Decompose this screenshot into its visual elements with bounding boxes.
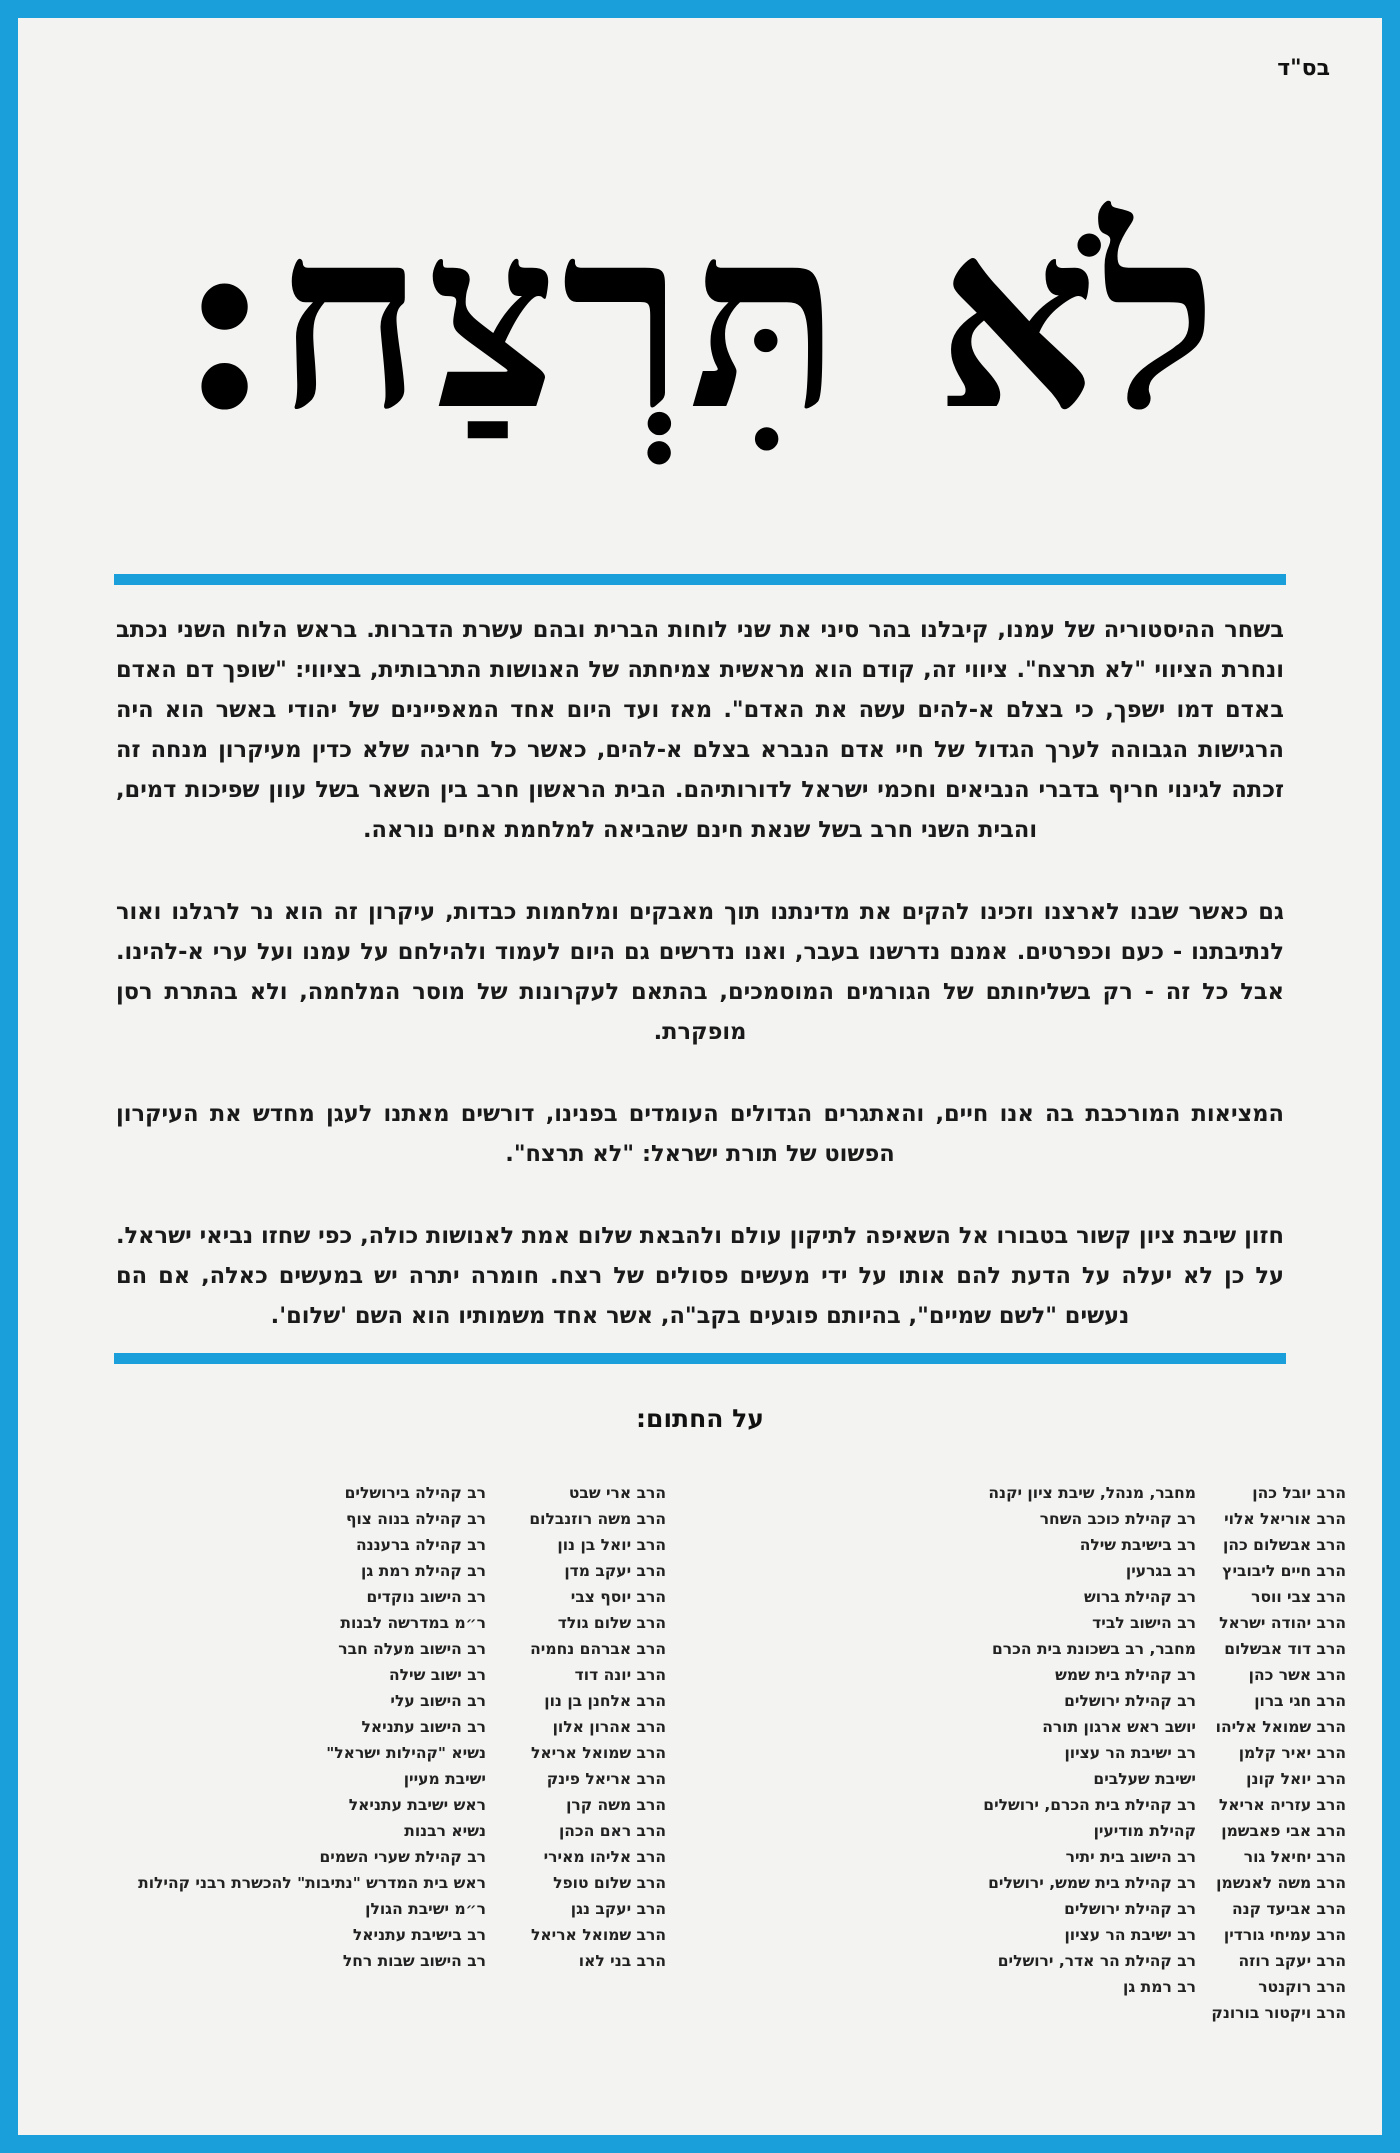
signatory-entry: רב קהילת שערי השמים	[319, 1848, 486, 1866]
signatories-roles-column-1	[806, 1480, 1196, 2000]
signatory-entry: רב קהילה בנוה צוף	[346, 1510, 486, 1528]
signatory-entry: ראש ישיבת עתניאל	[348, 1796, 486, 1814]
signatory-entry: רב הישוב בית יתיר	[1065, 1848, 1196, 1866]
signatory-entry: הרב שמואל אריאל	[530, 1926, 666, 1944]
paragraph-4: חזון שיבת ציון קשור בטבורו אל השאיפה לתיקון עולם ולהבאת שלום אמת לאנושות כולה, כפי שחזו נביאי ישראל. על כן לא יעלה על הדעת להם אותו על ידי מעשים פסולים של רצח. חומרה יתרה יש במעשים כאלה, אם הם נעשים "לשם שמיים", בהיותם פוגעים בקב"ה, אשר אחד משמותיו הוא השם 'שלום'.	[116, 1223, 1284, 1329]
paragraph-2: גם כאשר שבנו לארצנו וזכינו להקים את מדינתנו תוך מאבקים ומלחמות כבדות, עיקרון זה הוא נר לרגלנו ואור לנתיבתנו - כעם וכפרטים. אמנם נדרשנו בעבר, ואנו נדרשים גם היום לעמוד ולהילחם על עמנו ועל ערי א-להינו. אבל כל זה - רק בשליחותם של הגורמים המוסמכים, בהתאם לעקרונות של מוסר המלחמה, ולא בהתרת רסן מופקרת.	[116, 899, 1284, 1045]
bottom-divider	[114, 1353, 1286, 1364]
signatories-list	[56, 1480, 1346, 2040]
poster-sheet	[18, 18, 1382, 2135]
signatory-entry: רב ישיבת הר עציון	[1064, 1926, 1196, 1944]
signatory-entry: הרב דוד אבשלום	[1224, 1640, 1346, 1658]
signatories-names-column-2	[516, 1480, 666, 1974]
signatory-entry: רב קהילת בית שמש	[1055, 1666, 1196, 1684]
signatory-entry: רב הישוב עתניאל	[361, 1718, 486, 1736]
signatory-entry: ר״מ במדרשה לבנות	[340, 1614, 486, 1632]
signatory-entry: רב קהילה ברעננה	[355, 1536, 486, 1554]
signatories-title: על החתום:	[636, 1404, 764, 1433]
signatory-entry: רב ישיבת הר עציון	[1064, 1744, 1196, 1762]
signatory-entry: רב הישוב שבות רחל	[342, 1952, 486, 1970]
signatories-names-column-1	[1211, 1480, 1346, 2026]
signatory-entry: רב קהילת בית שמש, ירושלים	[988, 1874, 1196, 1892]
signatory-entry: הרב בני לאו	[578, 1952, 666, 1970]
signatory-entry: הרב אריאל פינק	[546, 1770, 666, 1788]
signatory-entry: הרב אברהם נחמיה	[530, 1640, 666, 1658]
signatory-entry: רב קהילת רמת גן	[361, 1562, 486, 1580]
signatory-entry: הרב יואל בן נון	[557, 1536, 666, 1554]
signatory-entry: רב קהילת ברוש	[1083, 1588, 1196, 1606]
signatory-entry: הרב אליהו מאירי	[543, 1848, 666, 1866]
signatory-entry: ראש בית המדרש "נתיבות" להכשרת רבני קהילות	[138, 1874, 486, 1892]
signatory-entry: הרב משה לאנשמן	[1216, 1874, 1346, 1892]
signatory-entry: הרב אהרון אלון	[552, 1718, 666, 1736]
signatory-entry: מחבר, רב בשכונת בית הכרם	[992, 1640, 1196, 1658]
signatory-entry: רב קהילת ירושלים	[1064, 1692, 1196, 1710]
signatory-entry: הרב אוריאל אלוי	[1224, 1510, 1346, 1528]
signatory-entry: נשיא רבנות	[404, 1822, 486, 1840]
signatory-entry: הרב יעקב נגן	[570, 1900, 666, 1918]
signatory-entry: רב הישוב נוקדים	[366, 1588, 486, 1606]
signatory-entry: רב הישוב מעלה חבר	[338, 1640, 486, 1658]
signatory-entry: הרב ארי שבט	[568, 1484, 666, 1502]
signatory-entry: הרב ויקטור בורונק	[1211, 2004, 1346, 2022]
signatory-entry: קהילת מודיעין	[1093, 1822, 1196, 1840]
signatory-entry: ישיבת שעלבים	[1093, 1770, 1196, 1788]
signatory-entry: הרב עזריה אריאל	[1218, 1796, 1346, 1814]
signatory-entry: רב רמת גן	[1123, 1978, 1196, 1996]
signatory-entry: הרב שלום טופל	[553, 1874, 666, 1892]
signatory-entry: הרב משה רוזנבלום	[529, 1510, 666, 1528]
signatory-entry: הרב יעקב מדן	[564, 1562, 666, 1580]
signatory-entry: רב הישוב עלי	[390, 1692, 486, 1710]
signatory-entry: הרב צבי ווסר	[1251, 1588, 1346, 1606]
signatory-entry: הרב יהודה ישראל	[1219, 1614, 1346, 1632]
signatory-entry: רב קהילת הר אדר, ירושלים	[997, 1952, 1196, 1970]
signatory-entry: רב קהילת כוכב השחר	[1039, 1510, 1196, 1528]
signatory-entry: הרב חיים ליבוביץ	[1222, 1562, 1346, 1580]
signatory-entry: רב קהילה בירושלים	[344, 1484, 486, 1502]
signatory-entry: יושב ראש ארגון תורה	[1042, 1718, 1196, 1736]
signatories-roles-column-2	[138, 1480, 486, 1974]
signatory-entry: הרב אשר כהן	[1248, 1666, 1346, 1684]
signatory-entry: הרב יובל כהן	[1252, 1484, 1346, 1502]
paragraph-1: בשחר ההיסטוריה של עמנו, קיבלנו בהר סיני את שני לוחות הברית ובהם עשרת הדברות. בראש הלוח השני נכתב ונחרת הציווי "לא תרצח". ציווי זה, קודם הוא מראשית צמיחתה של האנושות התרבותית, בציווי: "שופך דם האדם באדם דמו ישפך, כי בצלם א-להים עשה את האדם". מאז ועד היום אחד המאפיינים של יהודי באשר הוא היה הרגישות הגבוהה לערך הגדול של חיי אדם הנברא בצלם א-להים, כאשר כל חריגה שלא כדין מעיקרון מנחה זה זכתה לגינוי חריף בדברי הנביאים וחכמי ישראל לדורותיהם. הבית הראשון חרב בין השאר בשל עוון שפיכות דמים, והבית השני חרב בשל שנאת חינם שהביאה למלחמת אחים נוראה.	[116, 617, 1284, 843]
signatory-entry: רב קהילת בית הכרם, ירושלים	[983, 1796, 1196, 1814]
signatory-entry: הרב יאיר קלמן	[1238, 1744, 1346, 1762]
signatory-entry: רב בישיבת שילה	[1079, 1536, 1196, 1554]
bsd-mark: בס"ד	[1277, 56, 1330, 81]
signatory-entry: הרב יחיאל גור	[1243, 1848, 1346, 1866]
signatory-entry: הרב שלום גולד	[557, 1614, 666, 1632]
signatory-entry: מחבר, מנהל, שיבת ציון יקנה	[988, 1484, 1196, 1502]
signatory-entry: הרב חגי ברון	[1254, 1692, 1346, 1710]
signatory-entry: הרב ראם הכהן	[558, 1822, 666, 1840]
signatory-entry: הרב אבי פאבשמן	[1221, 1822, 1346, 1840]
signatory-entry: הרב יעקב רוזה	[1238, 1952, 1346, 1970]
signatory-entry: הרב יונה דוד	[574, 1666, 666, 1684]
statement-body	[116, 610, 1284, 1378]
signatory-entry: רב בגרעין	[1125, 1562, 1196, 1580]
signatory-entry: הרב משה קרן	[566, 1796, 666, 1814]
signatory-entry: הרב אלחנן בן נון	[544, 1692, 666, 1710]
signatory-entry: הרב יוסף צבי	[570, 1588, 666, 1606]
top-divider	[114, 574, 1286, 585]
poster-title: לֹא תִּרְצַח:	[178, 171, 1222, 465]
signatory-entry: הרב עמיחי גורדין	[1223, 1926, 1346, 1944]
signatory-entry: נשיא "קהילות ישראל"	[326, 1744, 486, 1762]
signatory-entry: הרב שמואל אליהו	[1215, 1718, 1346, 1736]
signatory-entry: רב הישוב לביד	[1092, 1614, 1196, 1632]
signatory-entry: הרב רוקנטר	[1258, 1978, 1346, 1996]
paragraph-3: המציאות המורכבת בה אנו חיים, והאתגרים הגדולים העומדים בפנינו, דורשים מאתנו לעגן מחדש את העיקרון הפשוט של תורת ישראל: "לא תרצח".	[116, 1101, 1284, 1167]
signatory-entry: רב קהילת ירושלים	[1064, 1900, 1196, 1918]
signatory-entry: הרב אביעד קנה	[1231, 1900, 1346, 1918]
signatory-entry: ישיבת מעיין	[403, 1770, 486, 1788]
signatory-entry: הרב שמואל אריאל	[530, 1744, 666, 1762]
signatory-entry: רב בישיבת עתניאל	[352, 1926, 486, 1944]
signatory-entry: רב ישוב שילה	[388, 1666, 486, 1684]
signatory-entry: ר״מ ישיבת הגולן	[365, 1900, 486, 1918]
signatory-entry: הרב אבשלום כהן	[1223, 1536, 1346, 1554]
signatory-entry: הרב יואל קונן	[1246, 1770, 1346, 1788]
